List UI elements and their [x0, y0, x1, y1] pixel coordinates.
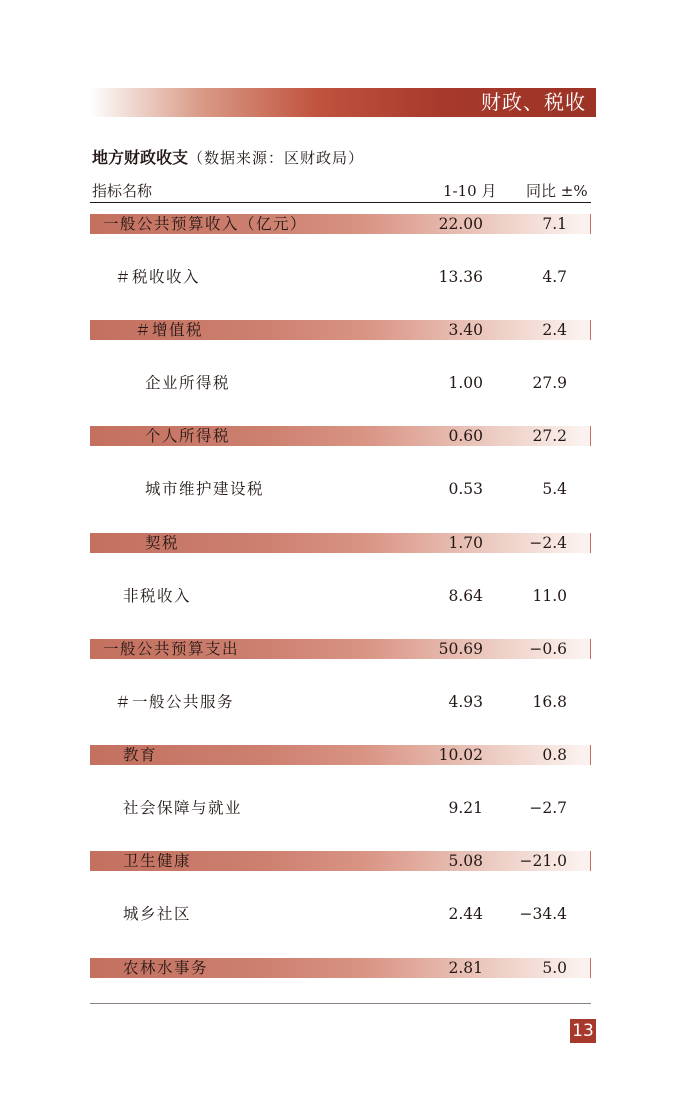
- table-bottom-rule: [90, 1003, 591, 1004]
- row-value: 1.70: [448, 534, 483, 552]
- table-row: [90, 426, 591, 446]
- table-row: [90, 851, 591, 871]
- header-rule: [90, 202, 591, 203]
- row-value: 8.64: [448, 587, 483, 605]
- row-value: 10.02: [438, 746, 483, 764]
- row-label: 教育: [123, 746, 158, 764]
- row-yoy: −21.0: [519, 852, 567, 870]
- row-yoy: 5.4: [542, 480, 567, 498]
- row-value: 9.21: [448, 799, 483, 817]
- row-label: 城乡社区: [123, 905, 192, 923]
- table-row: [90, 320, 591, 340]
- row-value: 13.36: [438, 268, 483, 286]
- row-label: 一般公共预算支出: [103, 640, 240, 658]
- table-row: [90, 639, 591, 659]
- table-row: [90, 267, 591, 287]
- row-value: 5.08: [448, 852, 483, 870]
- row-yoy: 4.7: [542, 268, 567, 286]
- row-value: 3.40: [448, 321, 483, 339]
- row-yoy: 5.0: [542, 959, 567, 977]
- row-yoy: −0.6: [529, 640, 567, 658]
- column-header-period: 1-10 月: [443, 182, 497, 200]
- row-label: 卫生健康: [123, 852, 192, 870]
- row-yoy: −34.4: [519, 905, 567, 923]
- row-yoy: 27.9: [532, 374, 567, 392]
- row-label: 城市维护建设税: [145, 480, 265, 498]
- row-label: 一般公共预算收入（亿元）: [103, 215, 308, 233]
- row-value: 2.81: [448, 959, 483, 977]
- row-yoy: 16.8: [532, 693, 567, 711]
- table-title-text: 地方财政收支: [92, 148, 189, 167]
- row-yoy: −2.7: [529, 799, 567, 817]
- column-header-name: 指标名称: [92, 182, 153, 200]
- row-label: ＃税收收入: [115, 268, 201, 286]
- table-title: [92, 147, 364, 169]
- table-row: [90, 586, 591, 606]
- row-label: ＃一般公共服务: [115, 693, 235, 711]
- data-source-note: （数据来源：区财政局）: [188, 149, 365, 167]
- row-label: 契税: [145, 534, 180, 552]
- row-yoy: 2.4: [542, 321, 567, 339]
- row-value: 0.53: [448, 480, 483, 498]
- row-yoy: −2.4: [529, 534, 567, 552]
- table-row: [90, 745, 591, 765]
- table-row: [90, 479, 591, 499]
- row-value: 50.69: [438, 640, 483, 658]
- section-header-band: [90, 88, 596, 117]
- row-yoy: 7.1: [542, 215, 567, 233]
- row-label: 农林水事务: [123, 959, 209, 977]
- page-number: 13: [570, 1019, 596, 1043]
- row-label: 企业所得税: [145, 374, 231, 392]
- column-header-yoy: 同比 ±%: [526, 182, 588, 200]
- row-yoy: 11.0: [532, 587, 567, 605]
- row-value: 1.00: [448, 374, 483, 392]
- table-row: [90, 373, 591, 393]
- table-row: [90, 692, 591, 712]
- row-value: 22.00: [438, 215, 483, 233]
- row-value: 0.60: [448, 427, 483, 445]
- row-label: 非税收入: [123, 587, 192, 605]
- row-yoy: 0.8: [542, 746, 567, 764]
- table-row: [90, 533, 591, 553]
- table-row: [90, 958, 591, 978]
- row-value: 2.44: [448, 905, 483, 923]
- row-yoy: 27.2: [532, 427, 567, 445]
- row-label: 个人所得税: [145, 427, 231, 445]
- table-row: [90, 904, 591, 924]
- table-row: [90, 214, 591, 234]
- section-title: 财政、税收: [481, 90, 586, 114]
- row-value: 4.93: [448, 693, 483, 711]
- row-label: ＃增值税: [135, 321, 204, 339]
- table-row: [90, 798, 591, 818]
- row-label: 社会保障与就业: [123, 799, 243, 817]
